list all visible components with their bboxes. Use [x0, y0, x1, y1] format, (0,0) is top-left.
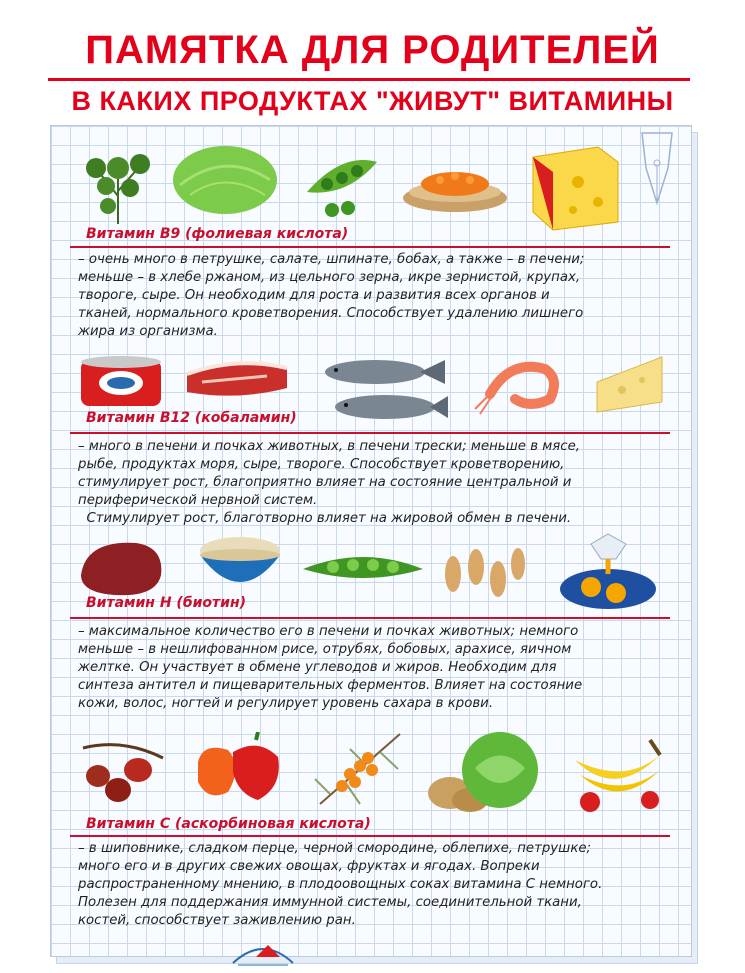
description-line: твороге, сыре. Он необходим для роста и развития всех органов и — [78, 288, 550, 303]
description-line: стимулирует рост, благоприятно влияет на состояние центральной и — [78, 475, 572, 490]
description-line: много его и в других свежих овощах, фруктах и ягодах. Вопреки — [78, 859, 540, 874]
pea-pod-icon — [298, 547, 428, 587]
page-title: ПАМЯТКА ДЛЯ РОДИТЕЛЕЙ — [85, 28, 660, 72]
description-line: жира из организма. — [78, 324, 218, 339]
bananas-icon — [565, 730, 665, 815]
cheese-wedge-icon — [592, 352, 667, 417]
heading-rule — [70, 835, 670, 837]
description-line: – максимальное количество его в печени и почках животных; немного — [78, 624, 579, 639]
description-line: кожи, волос, ногтей и регулирует уровень сахара в крови. — [78, 696, 494, 711]
food-icons-row — [70, 720, 670, 820]
bell-pepper-icon — [188, 732, 288, 807]
heading-rule — [70, 246, 670, 248]
peanuts-icon — [438, 539, 528, 604]
shrimp-icon — [470, 354, 565, 419]
description-line: распространенному мнению, в плодоовощных соках витамина С немного. — [78, 877, 603, 892]
vitamin-description — [78, 438, 668, 528]
description-line: меньше – в нешлифованном рисе, отрубях, бобовых, арахисе, яичном — [78, 642, 572, 657]
lettuce-icon — [170, 140, 280, 220]
description-line: периферической нервной систем. — [78, 493, 318, 508]
description-line: синтеза антител и пищеварительных ферментов. Влияет на состояние — [78, 678, 583, 693]
description-line: тканей, нормального кроветворения. Способствует удалению лишнего — [78, 306, 584, 321]
cabbage-potato-icon — [420, 728, 550, 818]
description-line: рыбе, продуктах моря, сыре, твороге. Способствует кроветворению, — [78, 457, 565, 472]
rosehip-icon — [78, 738, 168, 813]
rice-bowl-icon — [195, 529, 285, 599]
description-line: – очень много в петрушке, салате, шпинате, бобах, а также – в печени; — [78, 252, 585, 267]
vitamin-heading: Витамин С (аскорбиновая кислота) — [86, 816, 371, 832]
vitamin-heading: Витамин В12 (кобаламин) — [86, 410, 297, 426]
food-icons-row — [70, 138, 670, 238]
fish-icon — [320, 352, 450, 427]
heading-rule — [70, 617, 670, 619]
parsley-icon — [78, 146, 158, 226]
description-line: – много в печени и почках животных, в печени трески; меньше в мясе, — [78, 439, 581, 454]
canned-fish-icon — [76, 352, 166, 412]
publisher-logo-icon — [228, 935, 298, 969]
title-underline — [48, 78, 690, 81]
description-line: меньше – в хлебе ржаном, из цельного зерна, икре зернистой, крупах, — [78, 270, 581, 285]
food-icons-row — [70, 346, 670, 446]
description-line: – в шиповнике, сладком перце, черной смородине, облепихе, петрушке; — [78, 841, 592, 856]
egg-yolk-icon — [556, 529, 661, 614]
liver-icon — [76, 535, 166, 600]
vitamin-description — [78, 251, 668, 341]
vitamin-description — [78, 623, 668, 713]
vitamin-heading: Витамин Н (биотин) — [86, 595, 247, 611]
sea-buckthorn-icon — [310, 724, 410, 814]
peas-icon — [302, 152, 382, 222]
heading-rule — [70, 432, 670, 434]
description-line: желтке. Он участвует в обмене углеводов и жиров. Необходим для — [78, 660, 557, 675]
steak-icon — [182, 356, 292, 406]
cheese-icon — [528, 142, 623, 232]
description-line: костей, способствует заживлению ран. — [78, 913, 356, 928]
description-line: Полезен для поддержания иммунной системы, соединительной ткани, — [78, 895, 582, 910]
description-line: Стимулирует рост, благотворно влияет на жировой обмен в печени. — [78, 511, 572, 526]
caviar-icon — [400, 156, 510, 226]
vitamin-description — [78, 840, 668, 930]
page-subtitle: В КАКИХ ПРОДУКТАХ "ЖИВУТ" ВИТАМИНЫ — [71, 86, 674, 116]
vitamin-heading: Витамин В9 (фолиевая кислота) — [86, 226, 349, 242]
